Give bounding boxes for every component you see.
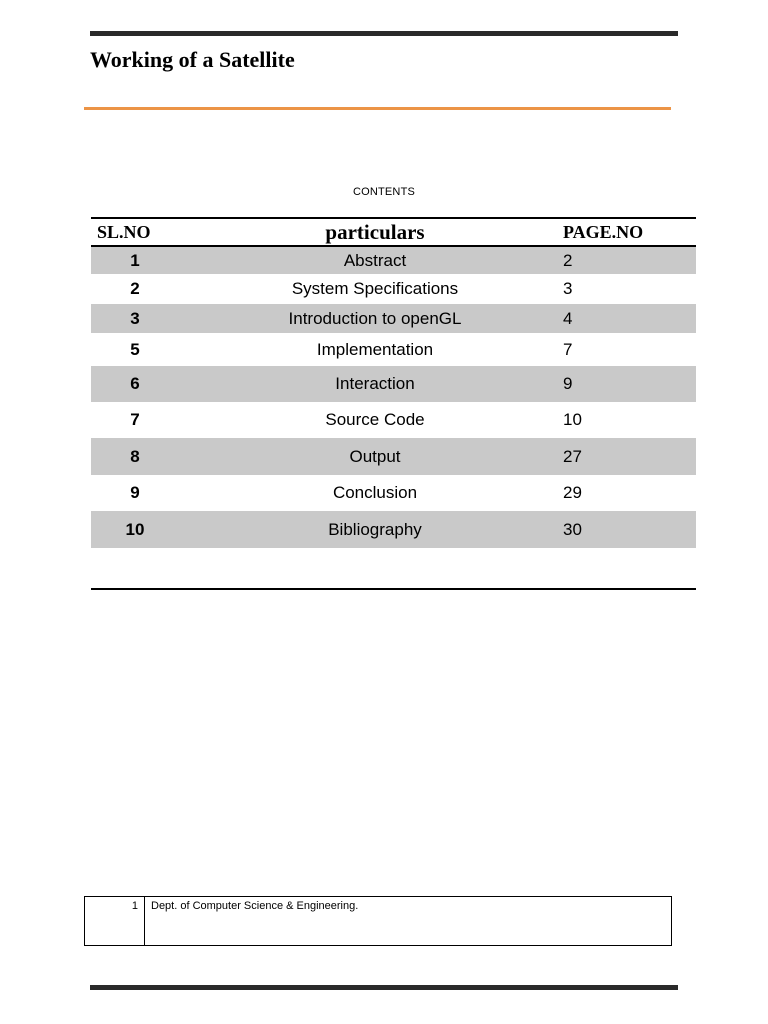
row-sl-no: 7 [130, 410, 140, 429]
row-page-no: 4 [563, 304, 696, 333]
row-particular: Interaction [187, 366, 563, 402]
row-page-no: 3 [563, 279, 573, 298]
row-page-no: 29 [563, 483, 582, 502]
row-sl-no: 9 [130, 483, 140, 502]
row-sl-no: 8 [91, 438, 187, 475]
row-particular: Abstract [187, 246, 563, 274]
row-page-no: 10 [563, 410, 582, 429]
row-sl-no: 6 [91, 366, 187, 402]
row-sl-no: 10 [91, 511, 187, 548]
footer-page-number: 1 [85, 897, 145, 945]
column-header-particulars: particulars [187, 218, 563, 246]
column-header-page-no: PAGE.NO [563, 218, 696, 246]
table-row [91, 274, 696, 304]
row-sl-no: 5 [130, 339, 140, 359]
row-particular: Output [187, 438, 563, 475]
row-particular: System Specifications [291, 279, 459, 298]
row-page-no: 30 [563, 511, 696, 548]
row-page-no: 27 [563, 438, 696, 475]
table-row [91, 402, 696, 438]
column-header-sl-no: SL.NO [91, 218, 187, 246]
row-particular: Bibliography [187, 511, 563, 548]
row-particular: Implementation [316, 339, 434, 359]
table-row [91, 438, 696, 475]
table-end-rule [91, 588, 696, 590]
contents-table [91, 217, 696, 548]
table-row [91, 333, 696, 366]
row-particular: Source Code [325, 410, 425, 429]
table-header-row [91, 218, 696, 246]
table-row [91, 304, 696, 333]
table-row [91, 366, 696, 402]
contents-heading: CONTENTS [352, 186, 416, 198]
title-underline-rule [84, 107, 671, 110]
top-border-rule [90, 31, 678, 36]
row-particular: Introduction to openGL [187, 304, 563, 333]
row-sl-no: 1 [91, 246, 187, 274]
bottom-border-rule [90, 985, 678, 990]
table-row [91, 475, 696, 511]
row-page-no: 9 [563, 366, 696, 402]
page-footer [84, 896, 672, 946]
footer-department: Dept. of Computer Science & Engineering. [151, 900, 359, 912]
row-page-no: 2 [563, 246, 696, 274]
table-row [91, 246, 696, 274]
document-title: Working of a Satellite [90, 47, 295, 72]
row-particular: Conclusion [332, 483, 418, 502]
row-sl-no: 3 [91, 304, 187, 333]
table-row [91, 511, 696, 548]
row-sl-no: 2 [130, 279, 140, 298]
row-page-no: 7 [563, 339, 573, 359]
